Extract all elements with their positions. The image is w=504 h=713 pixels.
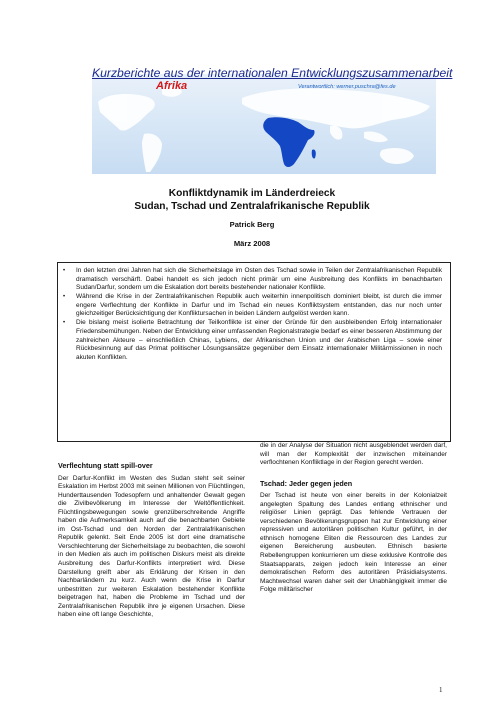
africa-highlight [263, 117, 314, 167]
document-title-line1: Konfliktdynamik im Länderdreieck [168, 188, 336, 199]
page-number: 1 [439, 686, 443, 694]
summary-item: • Während die Krise in der Zentralafrikanischen Republik auch weiterhin innenpolitisch dominiert bleibt, ist durch die immer engere Verflechtung der Konflikte in Darfur und im Tschad ein neues Konfliktsystem entstanden, das nur noch unter gleichzeitiger Berücksichtigung der Konfliktursachen in beiden Ländern aufgelöst werden kann. [63, 293, 442, 318]
bullet-icon: • [63, 294, 66, 301]
summary-item: • Die bislang meist isolierte Betrachtung der Teilkonflikte ist einer der Gründe für den ausbleibenden Erfolg internationaler Friedensbemühungen. Neben der Entwicklung einer umfassenden Regionalstrategie bedarf es einer besseren Abstimmung der zahlreichen Akteure – einschließlich Chinas, Lybiens, der Afrikanischen Union und der Arabischen Liga – sowie einer Rückbesinnung auf das Primat politischer Lösungsansätze gegenüber dem Einsatz internationaler Militärmissionen in noch akuten Konflikten. [63, 319, 442, 361]
section-heading: Verflechtung statt spill-over [58, 461, 153, 470]
series-title: Kurzberichte aus der internationalen Entwicklungszusammenarbeit [92, 66, 453, 80]
body-column-right [260, 442, 447, 595]
body-paragraph: Der Tschad ist heute von einer bereits in der Kolonialzeit angelegten Spaltung des Landes entlang ethnischer und religiöser Linien geprägt. Das fehlende Vertrauen der verschiedenen Bevölkerungsgruppen hat zur Entwicklung einer repressiven und autoritären politischen Kultur geführt, in der ethnisch homogene Eliten die Ressourcen des Landes zur eigenen Bereicherung ausbeuten. Ethnisch basierte Rebellengruppen konkurrieren um diese exklusive Kontrolle des Staatsapparats, zeigen jedoch kein Interesse an einer demokratischen Reform des autoritären Präsidialsystems. Machtwechsel waren daher seit der Unabhängigkeit immer die Folge militärischer [260, 492, 447, 594]
author-name: Patrick Berg [229, 220, 275, 229]
document-title-line2: Sudan, Tschad und Zentralafrikanische Republik [134, 201, 370, 212]
title-block [0, 187, 504, 248]
body-paragraph-continued: die in der Analyse der Situation nicht ausgeblendet werden darf, will man der Komplexität der inzwischen miteinander verflochtenen Konfliktlage in der Region gerecht werden. [260, 442, 447, 467]
region-label: Afrika [156, 80, 188, 92]
body-column-left [58, 452, 245, 620]
section-heading: Tschad: Jeder gegen jeden [260, 478, 353, 488]
summary-item: • In den letzten drei Jahren hat sich die Sicherheitslage im Osten des Tschad sowie in Teilen der Zentralafrikanischen Republik dramatisch verschärft. Dabei handelt es sich jedoch nicht primär um eine Ausbreitung des Konflikts im benachbarten Sudan/Darfur, sondern um die Eskalation dort bereits bestehender nationaler Konflikte. [63, 267, 442, 292]
responsible-contact: Verantwortlich: werner.puschra@fes.de [298, 84, 396, 90]
body-paragraph: Der Darfur-Konflikt im Westen des Sudan steht seit seiner Eskalation im Herbst 2003 mit seinen Millionen von Flüchtlingen, Hunderttausenden Todesopfern und anhaltender Gewalt gegen die Zivilbevölkerung im Interesse der Weltöffentlichkeit. Flüchtlingsbewegungen sowie grenzüberschreitende Angriffe haben die Aufmerksamkeit auch auf die benachbarten Gebiete im Ost-Tschad und den Norden der Zentralafrikanischen Republik gelenkt. Seit Ende 2005 ist dort eine dramatische Verschlechterung der Sicherheitslage zu beobachten, die sowohl in den Medien als auch im politischen Diskurs meist als direkte Ausbreitung des Darfur-Konflikts interpretiert wird. Diese Darstellung greift aber als Erklärung der Krisen in den Nachbarländern zu kurz. Auch wenn die Krise in Darfur unbestritten zur weiteren Eskalation bestehender Konflikte beigetragen hat, haben die Probleme im Tschad und der Zentralafrikanischen Republik ihre je eigenen Ursachen. Diese haben eine oft lange Geschichte, [58, 474, 245, 619]
summary-list [62, 267, 442, 362]
bullet-icon: • [63, 320, 66, 327]
bullet-icon: • [63, 268, 66, 274]
summary-box [57, 262, 451, 442]
publication-date: März 2008 [233, 239, 271, 248]
